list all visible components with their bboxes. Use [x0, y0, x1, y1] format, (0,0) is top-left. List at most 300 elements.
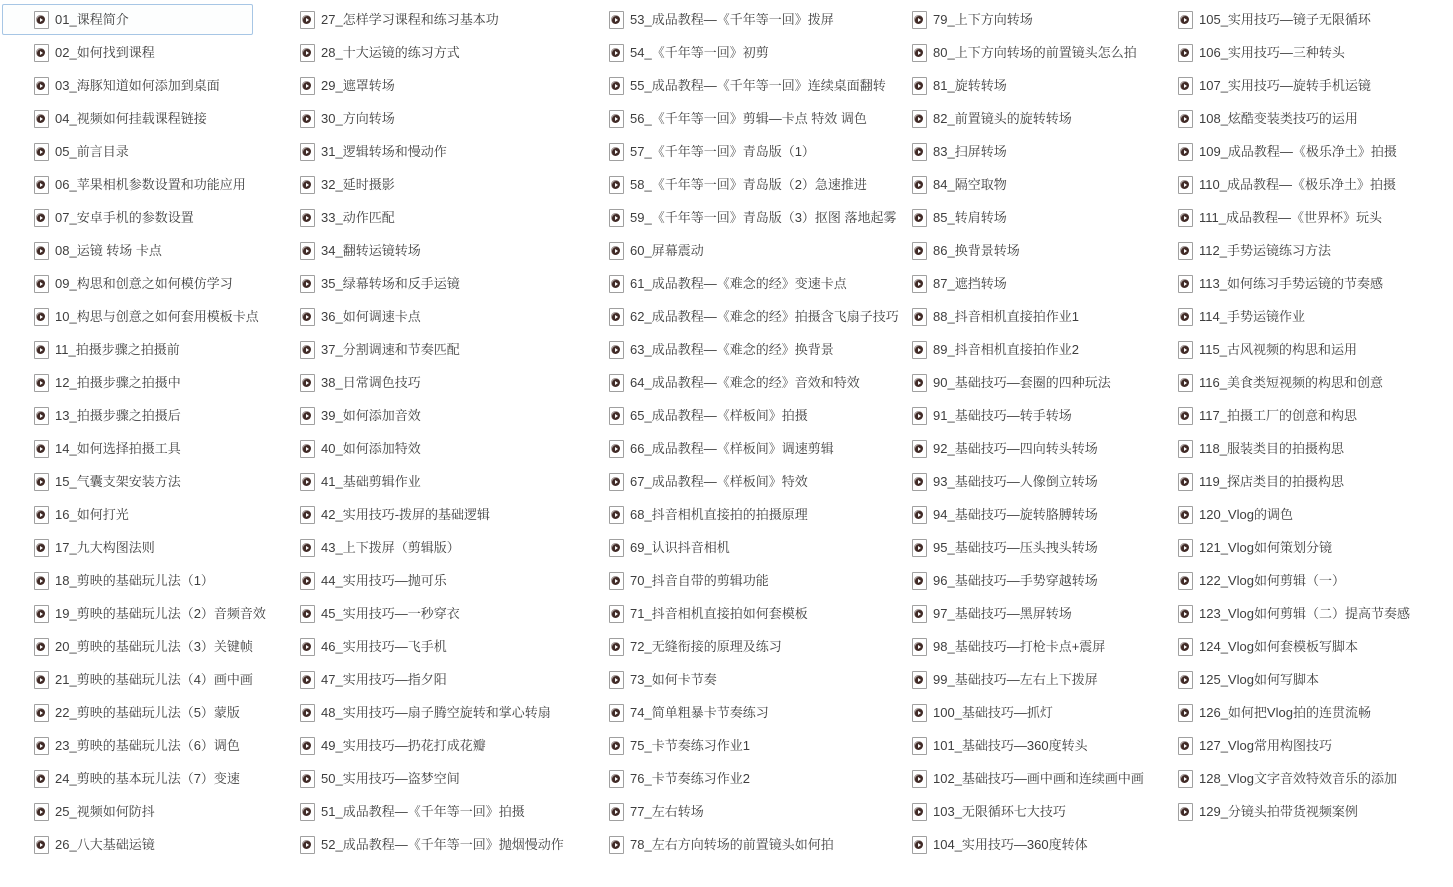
list-item[interactable]: [2, 169, 277, 200]
file-name: 71_抖音相机直接拍如何套模板: [630, 606, 808, 621]
file-name: 12_拍摄步骤之拍摄中: [55, 375, 181, 390]
list-item[interactable]: [268, 70, 575, 101]
list-item[interactable]: [577, 334, 910, 365]
file-name: 111_成品教程—《世界杯》玩头: [1199, 210, 1382, 225]
list-item[interactable]: [577, 4, 910, 35]
video-file-icon: [1178, 44, 1193, 62]
list-item[interactable]: [2, 235, 277, 266]
video-file-icon: [609, 77, 624, 95]
list-item[interactable]: [2, 532, 277, 563]
file-name: 70_抖音自带的剪辑功能: [630, 573, 769, 588]
file-name: 98_基础技巧—打枪卡点+震屏: [933, 639, 1106, 654]
file-name: 33_动作匹配: [321, 210, 395, 225]
video-file-icon: [34, 671, 49, 689]
video-file-icon: [300, 770, 315, 788]
file-name: 49_实用技巧—扔花打成花瓣: [321, 738, 486, 753]
file-name: 40_如何添加特效: [321, 441, 421, 456]
list-item[interactable]: [577, 664, 910, 695]
list-item[interactable]: [880, 532, 1155, 563]
list-item[interactable]: [577, 532, 910, 563]
list-item[interactable]: [1146, 631, 1421, 662]
video-file-icon: [912, 803, 927, 821]
list-item[interactable]: [1146, 37, 1421, 68]
list-item[interactable]: [268, 763, 575, 794]
list-item[interactable]: [2, 334, 277, 365]
video-file-icon: [609, 143, 624, 161]
list-item[interactable]: [2, 829, 277, 860]
file-name: 77_左右转场: [630, 804, 704, 819]
video-file-icon: [34, 770, 49, 788]
file-list-column-1: [2, 4, 277, 862]
list-item[interactable]: [268, 598, 575, 629]
list-item[interactable]: [577, 400, 910, 431]
video-file-icon: [34, 803, 49, 821]
file-name: 34_翻转运镜转场: [321, 243, 421, 258]
list-item[interactable]: [1146, 697, 1421, 728]
video-file-icon: [34, 374, 49, 392]
video-file-icon: [1178, 143, 1193, 161]
file-name: 66_成品教程—《样板间》调速剪辑: [630, 441, 834, 456]
file-name: 55_成品教程—《千年等一回》连续桌面翻转: [630, 78, 886, 93]
list-item[interactable]: [1146, 433, 1421, 464]
list-item[interactable]: [268, 532, 575, 563]
list-item[interactable]: [268, 202, 575, 233]
list-item[interactable]: [2, 796, 277, 827]
list-item[interactable]: [577, 631, 910, 662]
video-file-icon: [609, 539, 624, 557]
list-item[interactable]: [268, 103, 575, 134]
list-item[interactable]: [2, 664, 277, 695]
list-item[interactable]: [2, 697, 277, 728]
file-name: 25_视频如何防抖: [55, 804, 155, 819]
video-file-icon: [34, 506, 49, 524]
file-name: 13_拍摄步骤之拍摄后: [55, 408, 181, 423]
file-name: 57_《千年等一回》青岛版（1）: [630, 144, 815, 159]
list-item[interactable]: [577, 466, 910, 497]
list-item[interactable]: [268, 235, 575, 266]
file-name: 114_手势运镜作业: [1199, 309, 1305, 324]
list-item[interactable]: [268, 466, 575, 497]
list-item[interactable]: [880, 103, 1155, 134]
list-item[interactable]: [880, 235, 1155, 266]
list-item[interactable]: [2, 433, 277, 464]
list-item[interactable]: [577, 730, 910, 761]
list-item[interactable]: [880, 169, 1155, 200]
list-item[interactable]: [577, 763, 910, 794]
video-file-icon: [34, 473, 49, 491]
video-file-icon: [300, 209, 315, 227]
file-name: 23_剪映的基础玩儿法（6）调色: [55, 738, 240, 753]
list-item[interactable]: [268, 796, 575, 827]
file-name: 68_抖音相机直接拍的拍摄原理: [630, 507, 808, 522]
file-name: 96_基础技巧—手势穿越转场: [933, 573, 1098, 588]
list-item[interactable]: [2, 136, 277, 167]
file-name: 97_基础技巧—黑屏转场: [933, 606, 1072, 621]
list-item[interactable]: [268, 664, 575, 695]
file-name: 124_Vlog如何套模板写脚本: [1199, 639, 1358, 654]
video-file-icon: [912, 440, 927, 458]
list-item[interactable]: [577, 235, 910, 266]
video-file-icon: [300, 737, 315, 755]
list-item[interactable]: [880, 400, 1155, 431]
video-file-icon: [1178, 638, 1193, 656]
list-item[interactable]: [577, 301, 910, 332]
video-file-icon: [34, 77, 49, 95]
list-item[interactable]: [268, 136, 575, 167]
file-name: 91_基础技巧—转手转场: [933, 408, 1072, 423]
list-item[interactable]: [577, 697, 910, 728]
list-item[interactable]: [2, 400, 277, 431]
list-item[interactable]: [880, 796, 1155, 827]
file-name: 19_剪映的基础玩儿法（2）音频音效: [55, 606, 266, 621]
file-name: 26_八大基础运镜: [55, 837, 155, 852]
file-name: 120_Vlog的调色: [1199, 507, 1293, 522]
file-name: 50_实用技巧—盗梦空间: [321, 771, 460, 786]
list-item[interactable]: [1146, 466, 1421, 497]
video-file-icon: [1178, 473, 1193, 491]
video-file-icon: [912, 77, 927, 95]
list-item[interactable]: [1146, 796, 1421, 827]
file-name: 22_剪映的基础玩儿法（5）蒙版: [55, 705, 240, 720]
file-name: 15_气囊支架安装方法: [55, 474, 181, 489]
video-file-icon: [609, 242, 624, 260]
video-file-icon: [912, 275, 927, 293]
file-name: 48_实用技巧—扇子腾空旋转和掌心转扇: [321, 705, 551, 720]
list-item[interactable]: [1146, 532, 1421, 563]
list-item[interactable]: [880, 4, 1155, 35]
file-name: 112_手势运镜练习方法: [1199, 243, 1331, 258]
file-name: 17_九大构图法则: [55, 540, 155, 555]
list-item[interactable]: [577, 565, 910, 596]
list-item[interactable]: [880, 202, 1155, 233]
video-file-icon: [34, 44, 49, 62]
video-file-icon: [1178, 605, 1193, 623]
list-item[interactable]: [880, 730, 1155, 761]
list-item[interactable]: [880, 763, 1155, 794]
list-item[interactable]: [577, 70, 910, 101]
file-list-column-3: [577, 4, 910, 862]
list-item[interactable]: [880, 70, 1155, 101]
list-item[interactable]: [2, 202, 277, 233]
list-item[interactable]: [2, 730, 277, 761]
list-item[interactable]: [577, 268, 910, 299]
list-item[interactable]: [1146, 136, 1421, 167]
video-file-icon: [34, 407, 49, 425]
video-file-icon: [34, 539, 49, 557]
list-item[interactable]: [1146, 598, 1421, 629]
video-file-icon: [1178, 11, 1193, 29]
list-item[interactable]: [2, 565, 277, 596]
video-file-icon: [912, 407, 927, 425]
file-name: 29_遮罩转场: [321, 78, 395, 93]
file-name: 53_成品教程—《千年等一回》拨屏: [630, 12, 834, 27]
video-file-icon: [609, 704, 624, 722]
list-item[interactable]: [880, 466, 1155, 497]
video-file-icon: [1178, 209, 1193, 227]
list-item[interactable]: [1146, 565, 1421, 596]
file-name: 32_延时摄影: [321, 177, 395, 192]
list-item[interactable]: [577, 796, 910, 827]
video-file-icon: [300, 836, 315, 854]
list-item[interactable]: [1146, 70, 1421, 101]
list-item[interactable]: [880, 433, 1155, 464]
video-file-icon: [34, 440, 49, 458]
video-file-icon: [300, 407, 315, 425]
file-list-column-5: [1146, 4, 1421, 829]
file-name: 42_实用技巧-拨屏的基础逻辑: [321, 507, 491, 522]
list-item[interactable]: [268, 268, 575, 299]
video-file-icon: [1178, 704, 1193, 722]
video-file-icon: [34, 143, 49, 161]
video-file-icon: [912, 209, 927, 227]
video-file-icon: [1178, 110, 1193, 128]
list-item[interactable]: [2, 763, 277, 794]
video-file-icon: [300, 638, 315, 656]
file-name: 04_视频如何挂载课程链接: [55, 111, 207, 126]
list-item[interactable]: [2, 499, 277, 530]
video-file-icon: [1178, 176, 1193, 194]
list-item[interactable]: [880, 829, 1155, 860]
list-item[interactable]: [268, 433, 575, 464]
video-file-icon: [34, 176, 49, 194]
list-item[interactable]: [880, 367, 1155, 398]
video-file-icon: [300, 671, 315, 689]
file-name: 09_构思和创意之如何模仿学习: [55, 276, 233, 291]
list-item[interactable]: [1146, 103, 1421, 134]
list-item[interactable]: [880, 664, 1155, 695]
file-name: 104_实用技巧—360度转体: [933, 837, 1088, 852]
list-item[interactable]: [1146, 301, 1421, 332]
file-name: 16_如何打光: [55, 507, 129, 522]
list-item[interactable]: [577, 829, 910, 860]
video-file-icon: [912, 737, 927, 755]
video-file-icon: [912, 671, 927, 689]
list-item[interactable]: [1146, 367, 1421, 398]
video-file-icon: [300, 11, 315, 29]
file-name: 94_基础技巧—旋转胳膊转场: [933, 507, 1098, 522]
list-item[interactable]: [577, 136, 910, 167]
video-file-icon: [1178, 77, 1193, 95]
list-item[interactable]: [2, 301, 277, 332]
video-file-icon: [300, 308, 315, 326]
list-item[interactable]: [2, 466, 277, 497]
video-file-icon: [300, 803, 315, 821]
file-name: 115_古风视频的构思和运用: [1199, 342, 1357, 357]
video-file-icon: [609, 407, 624, 425]
video-file-icon: [1178, 803, 1193, 821]
video-file-icon: [300, 275, 315, 293]
list-item[interactable]: [880, 136, 1155, 167]
list-item[interactable]: [880, 499, 1155, 530]
file-name: 79_上下方向转场: [933, 12, 1033, 27]
list-item[interactable]: [880, 37, 1155, 68]
video-file-icon: [1178, 770, 1193, 788]
video-file-icon: [1178, 737, 1193, 755]
list-item[interactable]: [880, 565, 1155, 596]
list-item[interactable]: [880, 334, 1155, 365]
list-item[interactable]: [880, 631, 1155, 662]
video-file-icon: [609, 176, 624, 194]
file-name: 03_海豚知道如何添加到桌面: [55, 78, 220, 93]
file-name: 126_如何把Vlog拍的连贯流畅: [1199, 705, 1371, 720]
video-file-icon: [34, 572, 49, 590]
list-item[interactable]: [577, 367, 910, 398]
file-name: 47_实用技巧—指夕阳: [321, 672, 447, 687]
list-item[interactable]: [2, 70, 277, 101]
list-item[interactable]: [268, 829, 575, 860]
video-file-icon: [912, 308, 927, 326]
video-file-icon: [609, 605, 624, 623]
list-item[interactable]: [268, 37, 575, 68]
file-name: 105_实用技巧—镜子无限循环: [1199, 12, 1371, 27]
list-item[interactable]: [268, 499, 575, 530]
list-item[interactable]: [577, 37, 910, 68]
file-name: 02_如何找到课程: [55, 45, 155, 60]
list-item[interactable]: [268, 334, 575, 365]
file-name: 31_逻辑转场和慢动作: [321, 144, 447, 159]
video-file-icon: [34, 341, 49, 359]
list-item[interactable]: [1146, 730, 1421, 761]
video-file-icon: [300, 572, 315, 590]
list-item[interactable]: [880, 268, 1155, 299]
video-file-icon: [609, 44, 624, 62]
file-name: 81_旋转转场: [933, 78, 1007, 93]
list-item[interactable]: [268, 4, 575, 35]
video-file-icon: [300, 506, 315, 524]
video-file-icon: [609, 506, 624, 524]
file-name: 82_前置镜头的旋转转场: [933, 111, 1072, 126]
file-name: 75_卡节奏练习作业1: [630, 738, 750, 753]
list-item[interactable]: [2, 631, 277, 662]
list-item[interactable]: [2, 598, 277, 629]
video-file-icon: [300, 341, 315, 359]
video-file-icon: [912, 770, 927, 788]
list-item[interactable]: [268, 400, 575, 431]
file-name: 30_方向转场: [321, 111, 395, 126]
file-name: 51_成品教程—《千年等一回》拍摄: [321, 804, 525, 819]
video-file-icon: [34, 308, 49, 326]
file-name: 116_美食类短视频的构思和创意: [1199, 375, 1383, 390]
video-file-icon: [34, 836, 49, 854]
list-item[interactable]: [1146, 400, 1421, 431]
file-name: 54_《千年等一回》初剪: [630, 45, 769, 60]
video-file-icon: [912, 44, 927, 62]
list-item[interactable]: [2, 103, 277, 134]
video-file-icon: [300, 374, 315, 392]
file-name: 05_前言目录: [55, 144, 129, 159]
video-file-icon: [609, 803, 624, 821]
video-file-icon: [609, 341, 624, 359]
video-file-icon: [912, 374, 927, 392]
list-item[interactable]: [268, 631, 575, 662]
video-file-icon: [609, 770, 624, 788]
video-file-icon: [609, 209, 624, 227]
file-name: 58_《千年等一回》青岛版（2）急速推进: [630, 177, 867, 192]
list-item[interactable]: [577, 169, 910, 200]
list-item[interactable]: [1146, 334, 1421, 365]
file-name: 125_Vlog如何写脚本: [1199, 672, 1319, 687]
list-item[interactable]: [577, 202, 910, 233]
file-name: 36_如何调速卡点: [321, 309, 421, 324]
video-file-icon: [300, 440, 315, 458]
file-name: 35_绿幕转场和反手运镜: [321, 276, 460, 291]
file-name: 56_《千年等一回》剪辑—卡点 特效 调色: [630, 111, 867, 126]
video-file-icon: [34, 11, 49, 29]
list-item[interactable]: [880, 598, 1155, 629]
list-item[interactable]: [268, 169, 575, 200]
list-item[interactable]: [1146, 763, 1421, 794]
file-name: 107_实用技巧—旋转手机运镜: [1199, 78, 1371, 93]
video-file-icon: [1178, 572, 1193, 590]
list-item-selected[interactable]: [2, 4, 253, 35]
list-item[interactable]: [1146, 268, 1421, 299]
video-file-icon: [912, 572, 927, 590]
list-item[interactable]: [268, 697, 575, 728]
video-file-icon: [609, 11, 624, 29]
list-item[interactable]: [880, 301, 1155, 332]
video-file-icon: [1178, 671, 1193, 689]
file-name: 72_无缝衔接的原理及练习: [630, 639, 782, 654]
video-file-icon: [1178, 341, 1193, 359]
video-file-icon: [609, 473, 624, 491]
list-item[interactable]: [577, 499, 910, 530]
file-name: 123_Vlog如何剪辑（二）提高节奏感: [1199, 606, 1410, 621]
video-file-icon: [912, 110, 927, 128]
list-item[interactable]: [880, 697, 1155, 728]
video-file-icon: [300, 473, 315, 491]
list-item[interactable]: [268, 301, 575, 332]
list-item[interactable]: [2, 37, 277, 68]
file-name: 118_服装类目的拍摄构思: [1199, 441, 1344, 456]
list-item[interactable]: [1146, 4, 1421, 35]
file-name: 106_实用技巧—三种转头: [1199, 45, 1345, 60]
video-file-icon: [912, 11, 927, 29]
file-name: 21_剪映的基础玩儿法（4）画中画: [55, 672, 253, 687]
file-name: 52_成品教程—《千年等一回》抛烟慢动作: [321, 837, 564, 852]
list-item[interactable]: [1146, 235, 1421, 266]
video-file-icon: [300, 44, 315, 62]
list-item[interactable]: [1146, 202, 1421, 233]
video-file-icon: [34, 638, 49, 656]
video-file-icon: [34, 605, 49, 623]
list-item[interactable]: [268, 367, 575, 398]
file-name: 24_剪映的基本玩儿法（7）变速: [55, 771, 240, 786]
list-item[interactable]: [577, 433, 910, 464]
video-file-icon: [1178, 242, 1193, 260]
file-name: 117_拍摄工厂的创意和构思: [1199, 408, 1357, 423]
list-item[interactable]: [268, 730, 575, 761]
list-item[interactable]: [2, 367, 277, 398]
file-name: 100_基础技巧—抓灯: [933, 705, 1053, 720]
file-name: 08_运镜 转场 卡点: [55, 243, 162, 258]
list-item[interactable]: [577, 598, 910, 629]
file-name: 113_如何练习手势运镜的节奏感: [1199, 276, 1383, 291]
file-name: 103_无限循环七大技巧: [933, 804, 1066, 819]
video-file-icon: [609, 110, 624, 128]
list-item[interactable]: [1146, 499, 1421, 530]
list-item[interactable]: [1146, 169, 1421, 200]
video-file-icon: [300, 176, 315, 194]
list-item[interactable]: [268, 565, 575, 596]
video-file-icon: [609, 737, 624, 755]
video-file-icon: [300, 704, 315, 722]
list-item[interactable]: [2, 268, 277, 299]
file-name: 93_基础技巧—人像倒立转场: [933, 474, 1098, 489]
list-item[interactable]: [577, 103, 910, 134]
video-file-icon: [912, 242, 927, 260]
list-item[interactable]: [1146, 664, 1421, 695]
file-name: 101_基础技巧—360度转头: [933, 738, 1088, 753]
